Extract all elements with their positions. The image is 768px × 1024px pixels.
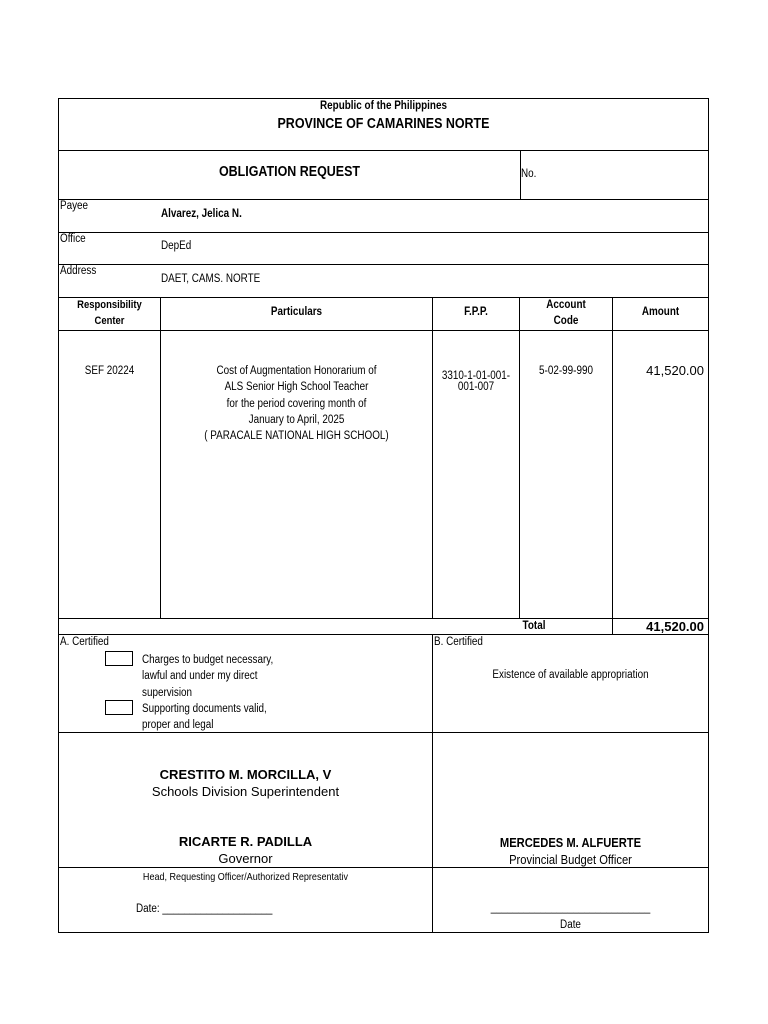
statement-line: supervision: [142, 686, 193, 699]
account-code-header: Code: [553, 315, 579, 327]
budget-officer-title: Provincial Budget Officer: [509, 852, 632, 867]
particulars-line: Cost of Augmentation Honorarium of: [216, 365, 377, 377]
divider: [59, 618, 708, 619]
divider: [59, 264, 708, 265]
certified-a-label: A. Certified: [60, 636, 109, 648]
payee-label: Payee: [60, 200, 89, 212]
statement-line: Charges to budget necessary,: [142, 654, 274, 666]
particulars-header: Particulars: [270, 306, 323, 318]
date-field-a[interactable]: Date: ____________________: [136, 903, 273, 915]
certified-b-label: B. Certified: [434, 636, 483, 648]
responsibility-center-value: SEF 20224: [84, 365, 135, 377]
request-number-label: No.: [521, 168, 537, 180]
account-code-header: Account: [546, 299, 586, 311]
governor-title: Governor: [218, 851, 273, 866]
fpp-value: 001-007: [457, 381, 495, 393]
particulars-cell: [180, 363, 413, 444]
province-heading: PROVINCE OF CAMARINES NORTE: [277, 116, 490, 132]
payee-value: Alvarez, Jelica N.: [161, 208, 242, 220]
office-value: DepEd: [161, 240, 192, 252]
particulars-line: January to April, 2025: [248, 413, 345, 426]
documents-statement: [142, 701, 267, 734]
amount-value: 41,520.00: [646, 363, 704, 378]
address-label: Address: [60, 265, 97, 277]
statement-line: lawful and under my direct: [142, 670, 258, 683]
particulars-line: ( PARACALE NATIONAL HIGH SCHOOL): [204, 430, 389, 443]
divider: [519, 297, 520, 618]
divider: [59, 150, 708, 151]
divider: [59, 297, 708, 298]
budget-officer-name: MERCEDES M. ALFUERTE: [499, 835, 642, 850]
obligation-request-form: [58, 98, 709, 933]
date-line-b[interactable]: _____________________________: [490, 902, 651, 914]
total-value: 41,520.00: [646, 619, 704, 634]
divider: [59, 634, 708, 635]
governor-name: RICARTE R. PADILLA: [178, 834, 313, 849]
address-value: DAET, CAMS. NORTE: [161, 273, 261, 285]
particulars-line: ALS Senior High School Teacher: [224, 381, 369, 394]
divider: [59, 199, 708, 200]
particulars-line: for the period covering month of: [226, 397, 367, 410]
account-code-value: 5-02-99-990: [539, 365, 593, 377]
fpp-header: F.P.P.: [464, 306, 488, 318]
fpp-value: 3310-1-01-001-: [441, 370, 511, 382]
divider: [160, 297, 161, 618]
total-label: Total: [522, 620, 546, 632]
office-label: Office: [60, 233, 86, 245]
date-label-b: Date: [560, 919, 581, 931]
country-heading: Republic of the Philippines: [320, 100, 447, 112]
divider: [612, 297, 613, 634]
divider: [59, 867, 708, 868]
superintendent-name: CRESTITO M. MORCILLA, V: [159, 767, 332, 782]
form-title: OBLIGATION REQUEST: [218, 164, 361, 180]
appropriation-statement: Existence of available appropriation: [492, 669, 649, 681]
divider: [59, 330, 708, 331]
charges-statement: [142, 652, 273, 701]
responsibility-center-header: Center: [94, 315, 125, 327]
amount-header: Amount: [641, 306, 680, 318]
divider: [432, 634, 433, 933]
divider: [432, 297, 433, 618]
documents-checkbox[interactable]: [105, 700, 133, 715]
head-requesting-officer-label: Head, Requesting Officer/Authorized Representativ: [142, 871, 349, 883]
divider: [59, 232, 708, 233]
superintendent-title: Schools Division Superintendent: [151, 784, 340, 799]
charges-checkbox[interactable]: [105, 651, 133, 666]
statement-line: Supporting documents valid,: [142, 703, 267, 715]
responsibility-center-header: Responsibility: [77, 299, 142, 311]
statement-line: proper and legal: [142, 719, 214, 732]
